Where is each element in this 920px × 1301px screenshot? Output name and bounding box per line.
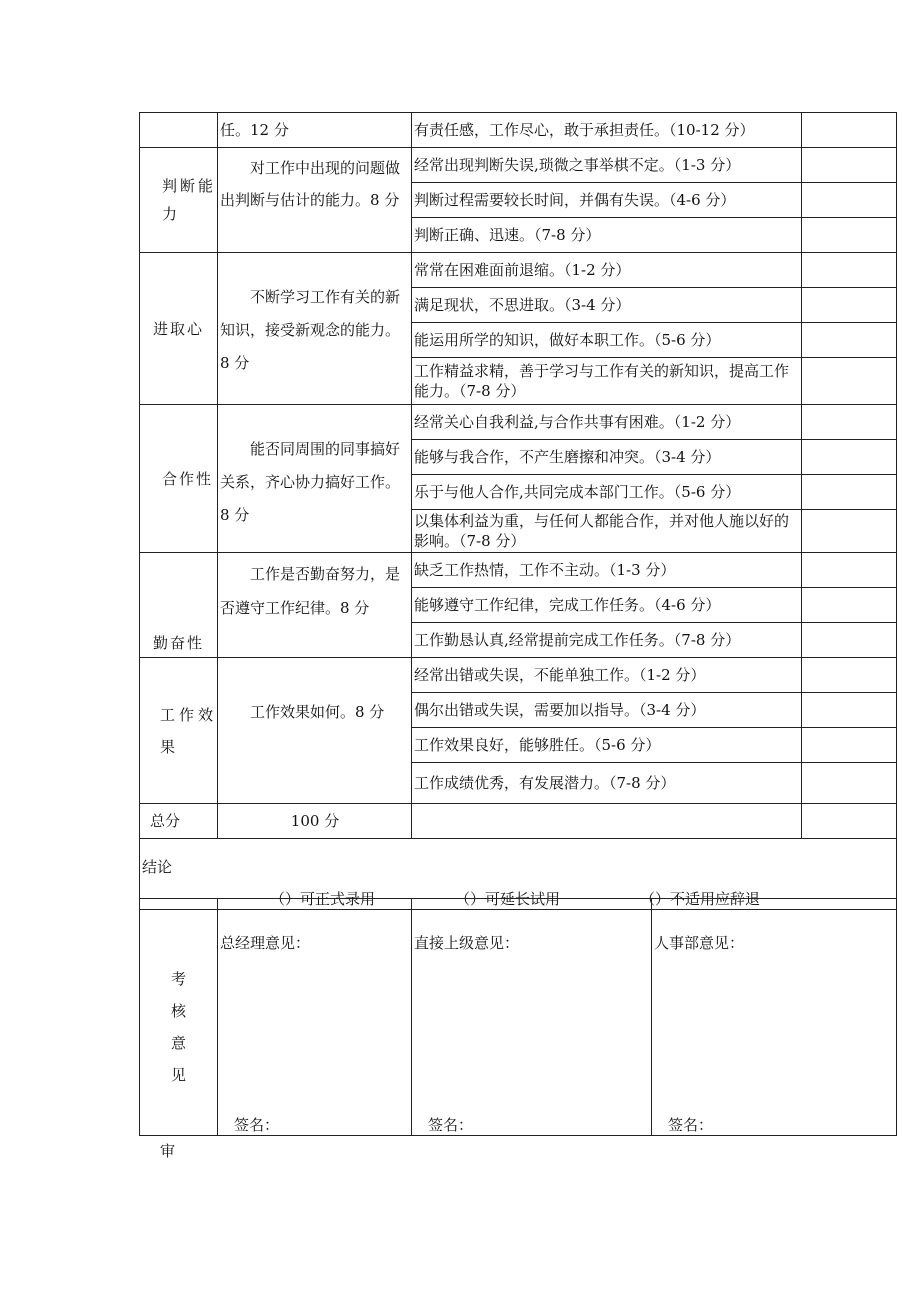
table-row [140,113,897,148]
criterion-cell: 有责任感，工作尽心，敢于承担责任。（10-12 分） [412,113,802,148]
criterion-cell: 能够与我合作，不产生磨擦和冲突。（3-4 分） [412,440,802,475]
supervisor-sign-label: 签名： [428,1116,474,1134]
score-cell[interactable] [802,323,897,358]
total-score-cell[interactable] [802,804,897,839]
description-cell: 工作是否勤奋努力，是否遵守工作纪律。8 分 [218,553,412,658]
score-cell[interactable] [802,358,897,405]
hr-opinion-cell[interactable] [652,899,897,1136]
total-row [140,804,897,839]
criterion-cell: 以集体利益为重，与任何人都能合作，并对他人施以好的影响。（7-8 分） [412,510,802,553]
review-label-char: 见 [170,1066,186,1084]
table-row [140,253,897,288]
score-cell[interactable] [802,475,897,510]
review-table [139,898,897,1136]
criterion-cell: 判断过程需要较长时间，并偶有失误。（4-6 分） [412,183,802,218]
criterion-cell: 能够遵守工作纪律，完成工作任务。（4-6 分） [412,588,802,623]
option-dismiss[interactable]: （）不适用应辞退 [640,890,761,908]
criterion-cell: 工作成绩优秀，有发展潜力。（7-8 分） [412,763,802,804]
category-cell: 判断能力 [140,148,218,253]
hr-sign-label: 签名： [668,1116,714,1134]
criterion-cell: 经常出现判断失误,琐微之事举棋不定。（1-3 分） [412,148,802,183]
category-cell: 进取心 [140,253,218,405]
evaluation-table [139,112,897,910]
conclusion-label: 结论 [142,858,173,876]
score-cell[interactable] [802,693,897,728]
total-value: 100 分 [218,804,412,839]
total-label: 总分 [140,804,218,839]
score-cell[interactable] [802,405,897,440]
category-cell: 勤奋性 [140,553,218,658]
description-cell: 任。12 分 [218,113,412,148]
category-cell [140,113,218,148]
supervisor-opinion-cell[interactable] [412,899,652,1136]
table-row [140,658,897,693]
score-cell[interactable] [802,553,897,588]
description-cell: 不断学习工作有关的新知识，接受新观念的能力。8 分 [218,253,412,405]
score-cell[interactable] [802,440,897,475]
trailing-text: 审 [160,1142,176,1160]
score-cell[interactable] [802,588,897,623]
score-cell[interactable] [802,253,897,288]
score-cell[interactable] [802,148,897,183]
score-cell[interactable] [802,728,897,763]
score-cell[interactable] [802,218,897,253]
criterion-cell: 常常在困难面前退缩。（1-2 分） [412,253,802,288]
review-label-char: 考 [170,970,186,988]
option-hire[interactable]: （）可正式录用 [270,890,376,908]
description-cell: 能否同周围的同事搞好关系，齐心协力搞好工作。8 分 [218,405,412,553]
gm-opinion-cell[interactable] [218,899,412,1136]
category-cell: 工作效果 [140,658,218,804]
table-row [140,405,897,440]
description-cell: 对工作中出现的问题做出判断与估计的能力。8 分 [218,148,412,253]
criterion-cell: 偶尔出错或失误，需要加以指导。（3-4 分） [412,693,802,728]
gm-opinion-title: 总经理意见： [220,934,311,952]
review-label-cell [140,899,218,1136]
criterion-cell: 工作精益求精，善于学习与工作有关的新知识，提高工作能力。（7-8 分） [412,358,802,405]
criterion-cell: 经常出错或失误，不能单独工作。（1-2 分） [412,658,802,693]
review-label-char: 核 [170,1002,186,1020]
criterion-cell: 乐于与他人合作,共同完成本部门工作。（5-6 分） [412,475,802,510]
table-row [140,148,897,183]
score-cell[interactable] [802,288,897,323]
score-cell[interactable] [802,623,897,658]
criterion-cell: 满足现状，不思进取。（3-4 分） [412,288,802,323]
gm-sign-label: 签名： [234,1116,280,1134]
criterion-cell: 判断正确、迅速。（7-8 分） [412,218,802,253]
criterion-cell: 能运用所学的知识，做好本职工作。（5-6 分） [412,323,802,358]
table-row [140,553,897,588]
criterion-cell: 缺乏工作热情，工作不主动。（1-3 分） [412,553,802,588]
option-extend-probation[interactable]: （）可延长试用 [455,890,561,908]
hr-opinion-title: 人事部意见： [654,934,745,952]
review-row [140,899,897,1136]
review-label-char: 意 [170,1034,186,1052]
criterion-cell: 工作效果良好，能够胜任。（5-6 分） [412,728,802,763]
description-cell: 工作效果如何。8 分 [218,658,412,804]
criterion-cell: 工作勤恳认真,经常提前完成工作任务。（7-8 分） [412,623,802,658]
category-cell: 合作性 [140,405,218,553]
total-criterion-blank [412,804,802,839]
score-cell[interactable] [802,183,897,218]
score-cell[interactable] [802,763,897,804]
score-cell[interactable] [802,113,897,148]
supervisor-opinion-title: 直接上级意见： [414,934,520,952]
score-cell[interactable] [802,510,897,553]
criterion-cell: 经常关心自我利益,与合作共事有困难。（1-2 分） [412,405,802,440]
score-cell[interactable] [802,658,897,693]
